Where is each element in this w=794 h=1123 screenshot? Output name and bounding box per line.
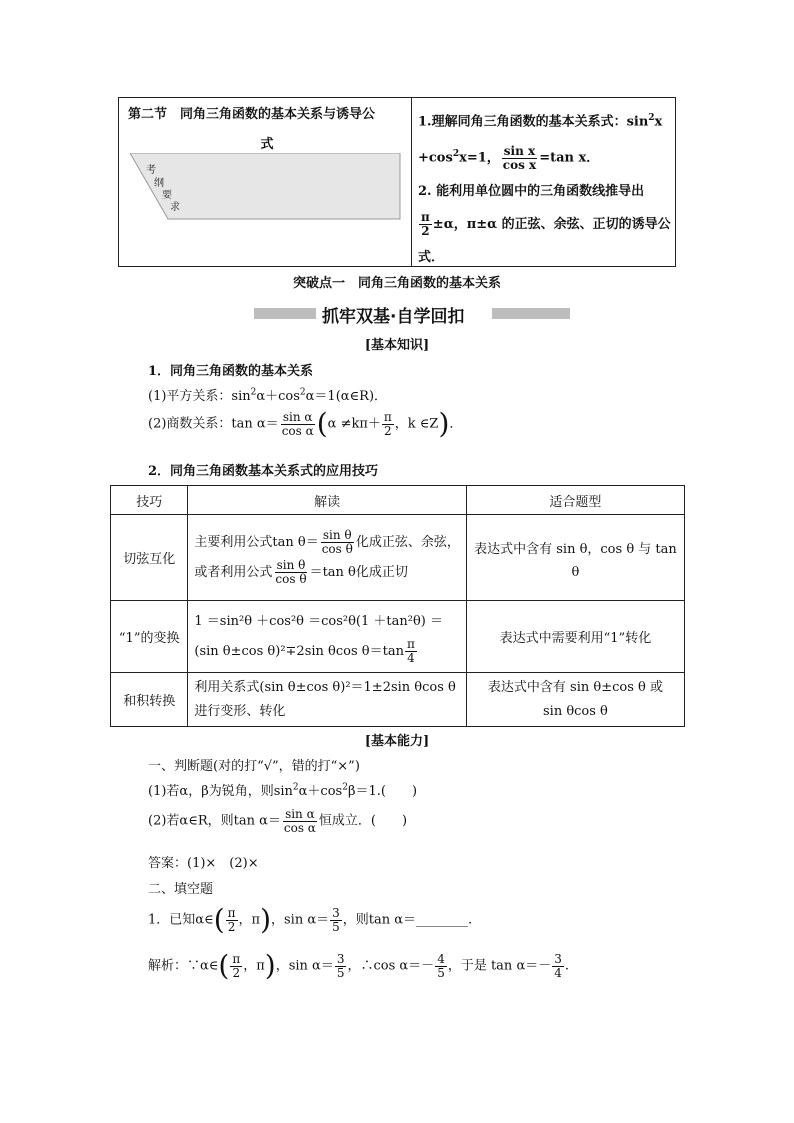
sin-over-cos-fraction: $\frac{\text{sin x}}{\text{cos x}}$	[502, 144, 537, 172]
table-header-row	[111, 486, 685, 515]
objective-1-line-1: 1.理解同角三角函数的基本关系式：$\sin^2x$	[418, 113, 663, 130]
objective-2-line-2: $\frac{\pi}{2}$ ±α，π±α 的正弦、余弦、正切的诱导公	[421, 210, 671, 238]
kaogang-char-1: 纲	[154, 178, 164, 189]
kaogang-char-0: 考	[146, 165, 156, 176]
skill-cell: 和积转换	[111, 673, 188, 727]
interpretation-cell: 1 ＝sin²θ ＋cos²θ ＝cos²θ(1 ＋tan²θ) ＝ (sin θ±cos θ)²∓2sin θcos θ＝tan $\frac{\pi}{4}$	[188, 601, 466, 673]
skill-cell: “1”的变换	[111, 601, 188, 673]
fill-question-1-solution: 解析：∵α∈( $\frac{\pi}{2}$ ，π)，sin α＝ $\frac{3}{5}$ ，∴cos α＝－ $\frac{4}{5}$ ，于是 tan α＝－ $\frac{3}{4}$ .	[148, 949, 570, 982]
judge-question-1: (1)若α，β为锐角，则$\sin^2\alpha+\cos^2\beta=1$.( )	[148, 782, 418, 799]
question-type-cell: 表达式中含有 sin θ，cos θ 与 tan θ	[466, 515, 684, 601]
skills-table	[110, 485, 685, 727]
header-question-type: 适合题型	[466, 486, 684, 515]
question-type-cell: 表达式中需要利用“1”转化	[466, 601, 684, 673]
interpretation-cell: 利用关系式(sin θ±cos θ)²＝1±2sin θcos θ 进行变形、转化	[188, 673, 466, 727]
banner-title: 抓牢双基·自学回扣	[322, 307, 465, 327]
quotient-relation: (2)商数关系：tan α＝ $\frac{\text{sin α}}{\text{cos α}}$ (α ≠kπ＋ $\frac{\pi}{2}$ ，k ∈Z)．	[148, 407, 463, 440]
kaogang-label-shape	[130, 153, 402, 225]
knowledge-1-heading: 1．同角三角函数的基本关系	[148, 364, 314, 379]
section-title-line-2: 式	[260, 137, 274, 152]
interpretation-cell: 主要利用公式tan θ＝ $\frac{\text{sin θ}}{\text{cos θ}}$ 化成正弦、余弦， 或者利用公式 $\frac{\text{sin θ}}{\text{cos θ}}$ ＝tan θ化成正切	[188, 515, 466, 601]
pi-over-2-fraction: $\frac{\pi}{2}$	[421, 210, 430, 238]
kaogang-char-2: 要	[162, 190, 172, 201]
judge-answer: 答案：(1)× (2)×	[148, 856, 259, 871]
knowledge-2-heading: 2．同角三角函数基本关系式的应用技巧	[148, 464, 379, 479]
objectives	[418, 102, 674, 274]
kaogang-char-3: 求	[170, 202, 180, 213]
table-row	[111, 515, 685, 601]
pi-over-2: $\frac{\pi}{2}$	[383, 409, 392, 438]
skill-cell: 切弦互化	[111, 515, 188, 601]
header-skill: 技巧	[111, 486, 188, 515]
objective-1-line-2: $+\cos^2x=1$， $\frac{\text{sin x}}{\text{cos x}}$ =tan x．	[418, 144, 600, 172]
square-relation: (1)平方关系：$\sin^2\alpha+\cos^2\alpha=1(\alpha\in R)$．	[148, 387, 388, 404]
judge-section-title: 一、判断题(对的打“√”，错的打“×”)	[148, 759, 360, 774]
section-title	[128, 100, 406, 160]
section-title-line-1: 第二节 同角三角函数的基本关系与诱导公	[128, 107, 376, 122]
header-divider	[411, 97, 412, 267]
basic-ability-heading: [基本能力]	[364, 734, 430, 749]
judge-question-2: (2)若α∈R，则tan α＝ $\frac{\text{sin α}}{\text{cos α}}$ 恒成立．( )	[148, 807, 408, 835]
objective-2-line-1: 2. 能利用单位圆中的三角函数线推导出	[418, 183, 645, 199]
table-row	[111, 673, 685, 727]
sin-alpha-over-cos-alpha: $\frac{\text{sin α}}{\text{cos α}}$	[281, 409, 314, 438]
header-interpretation: 解读	[188, 486, 466, 515]
question-type-cell: 表达式中含有 sin θ±cos θ 或 sin θcos θ	[466, 673, 684, 727]
basic-knowledge-heading: [基本知识]	[364, 338, 430, 353]
objective-2-line-3: 式．	[418, 249, 445, 265]
fill-section-title: 二、填空题	[148, 882, 214, 897]
banner-bar-right	[492, 308, 570, 319]
kaogang-banner-graphic	[130, 153, 402, 221]
banner-bar-left	[254, 308, 316, 319]
fill-question-1: 1．已知α∈( $\frac{\pi}{2}$ ，π)，sin α＝ $\frac{3}{5}$ ，则tan α＝________.	[148, 903, 473, 936]
point-title: 突破点一 同角三角函数的基本关系	[292, 276, 501, 291]
table-row	[111, 601, 685, 673]
